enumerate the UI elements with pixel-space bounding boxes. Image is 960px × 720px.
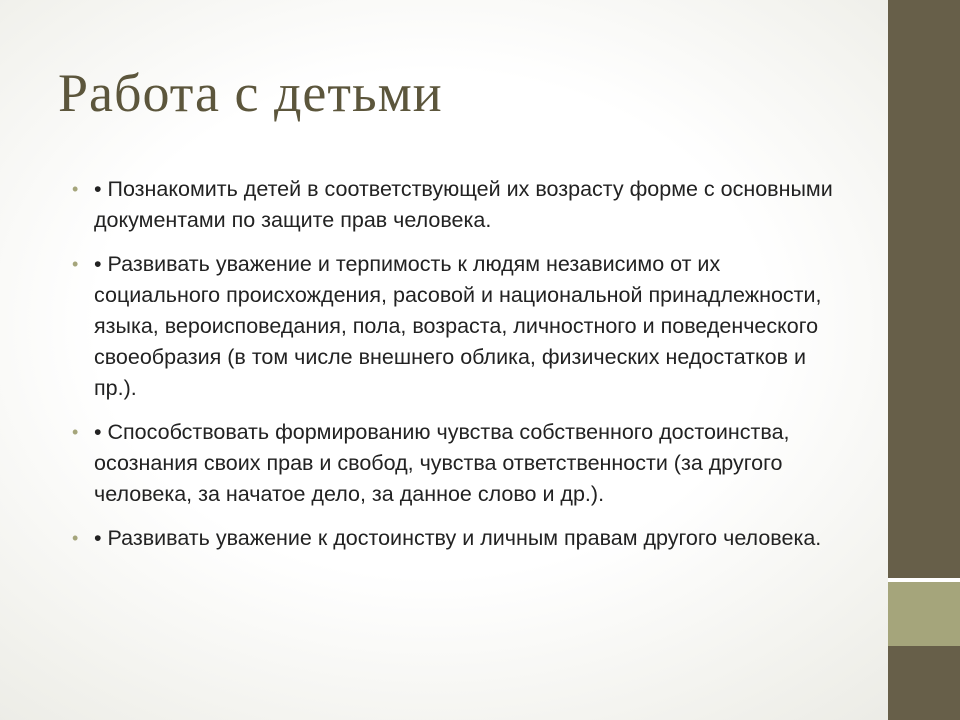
bullet-marker: • bbox=[72, 422, 79, 442]
side-bar-accent bbox=[888, 582, 960, 646]
bullet-text: • Развивать уважение и терпимость к людям независимо от их социального происхождения, расовой и национальной принадлежности, языка, вероисповедания, пола, возраста, личностного и поведенческого своеобразия (в том числе внешнего облика, физических недостатков и пр.). bbox=[94, 252, 822, 400]
list-item bbox=[72, 523, 852, 554]
bullet-text: • Познакомить детей в соответствующей их возрасту форме с основными документами по защите прав человека. bbox=[94, 177, 833, 232]
bullet-marker: • bbox=[72, 254, 79, 274]
bullet-marker: • bbox=[72, 528, 79, 548]
list-item bbox=[72, 249, 852, 404]
bullet-list bbox=[72, 174, 852, 567]
bullet-text: • Развивать уважение к достоинству и личным правам другого человека. bbox=[94, 526, 822, 550]
bullet-text: • Способствовать формированию чувства собственного достоинства, осознания своих прав и свобод, чувства ответственности (за другого человека, за начатое дело, за данное слово и др.). bbox=[94, 420, 790, 506]
list-item bbox=[72, 417, 852, 510]
slide-title: Работа с детьми bbox=[58, 63, 443, 123]
bullet-marker: • bbox=[72, 179, 79, 199]
list-item bbox=[72, 174, 852, 236]
